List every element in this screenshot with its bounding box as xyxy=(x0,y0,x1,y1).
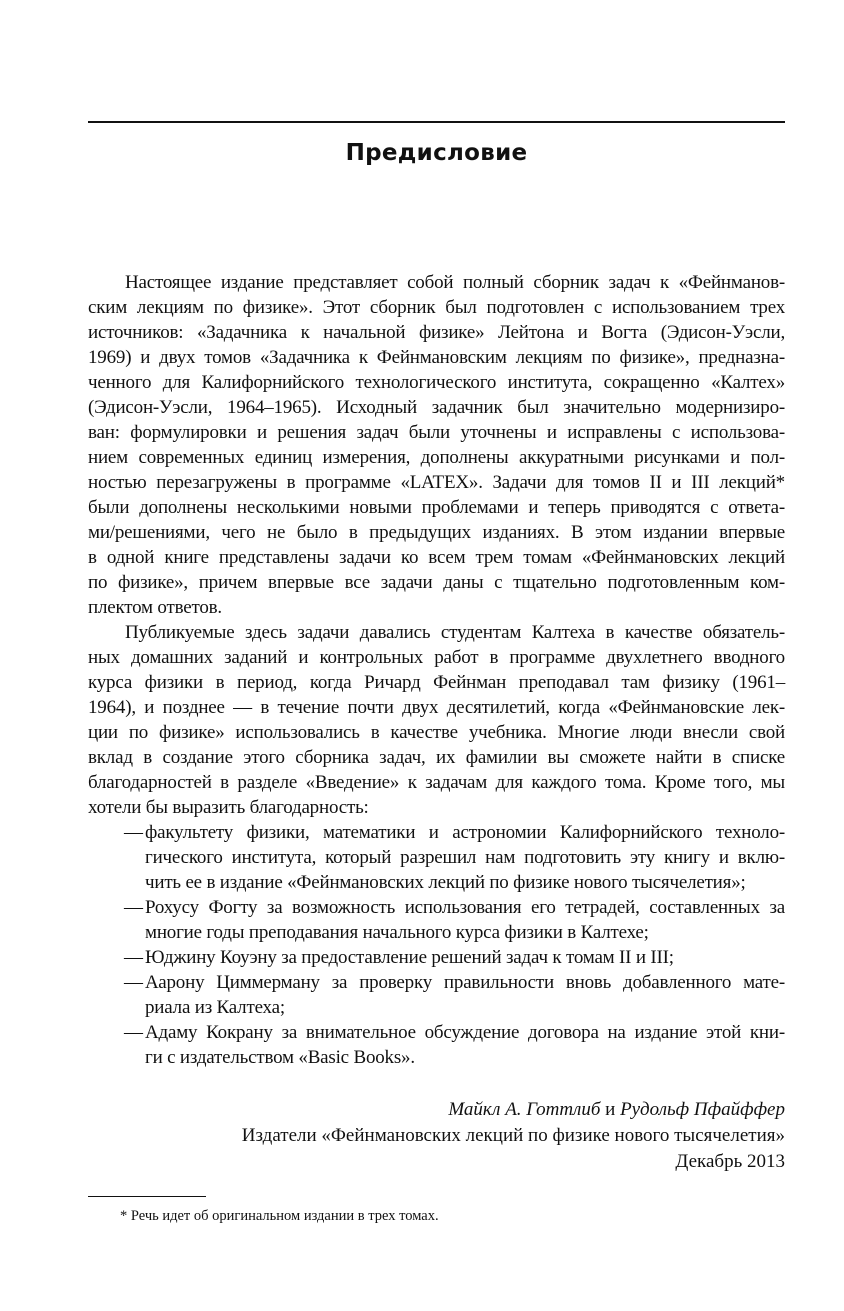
list-item-line: гического института, который разрешил нам подготовить эту книгу и вклю- xyxy=(145,847,785,868)
paragraph-line: ченного для Калифорнийского технологического института, сокращенно «Калтех» xyxy=(88,372,785,393)
list-dash: — xyxy=(124,1022,143,1043)
paragraph-line: 1969) и двух томов «Задачника к Фейнмановским лекциям по физике», предназна- xyxy=(88,347,785,368)
paragraph-line: ми/решениями, чего не было в предыдущих изданиях. В этом издании впервые xyxy=(88,522,785,543)
list-item-line: Рохусу Фогту за возможность использования его тетрадей, составленных за xyxy=(145,897,785,918)
paragraph-line: плектом ответов. xyxy=(88,597,222,618)
author-conjunction: и xyxy=(600,1099,621,1120)
list-item-line: ги с издательством «Basic Books». xyxy=(145,1047,415,1068)
paragraph-line: вклад в создание этого сборника задач, их фамилии вы сможете найти в списке xyxy=(88,747,785,768)
list-item-line: Юджину Коуэну за предоставление решений задач к томам II и III; xyxy=(145,947,674,968)
paragraph-line: ции по физике» использовались в качестве учебника. Многие люди внесли свой xyxy=(88,722,785,743)
signature-role: Издатели «Фейнмановских лекций по физике нового тысячелетия» xyxy=(241,1125,785,1146)
paragraph-line: по физике», причем впервые все задачи даны с тщательно подготовленным ком- xyxy=(88,572,785,593)
paragraph-line: благодарностей в разделе «Введение» к задачам для каждого тома. Кроме того, мы xyxy=(88,772,785,793)
footnote-rule xyxy=(88,1196,206,1197)
signature-authors xyxy=(448,1097,785,1123)
paragraph-line: ван: формулировки и решения задач были уточнены и исправлены с использова- xyxy=(88,422,785,443)
paragraph-line: Настоящее издание представляет собой полный сборник задач к «Фейнманов- xyxy=(125,272,785,293)
list-item-line: чить ее в издание «Фейнмановских лекций по физике нового тысячелетия»; xyxy=(145,872,746,893)
author-1: Майкл А. Готтлиб xyxy=(448,1099,601,1120)
list-item-line: риала из Калтеха; xyxy=(145,997,285,1018)
author-2: Рудольф Пфайффер xyxy=(620,1099,785,1120)
list-item-line: Адаму Кокрану за внимательное обсуждение договора на издание этой кни- xyxy=(145,1022,785,1043)
paragraph-line: ским лекциям по физике». Этот сборник был подготовлен с использованием трех xyxy=(88,297,785,318)
paragraph-line: источников: «Задачника к начальной физике» Лейтона и Вогта (Эдисон-Уэсли, xyxy=(88,322,785,343)
signature-date: Декабрь 2013 xyxy=(675,1151,785,1172)
list-item-line: Аарону Циммерману за проверку правильности вновь добавленного мате- xyxy=(145,972,785,993)
page-title: Предисловие xyxy=(345,140,528,166)
list-dash: — xyxy=(124,972,143,993)
paragraph-line: 1964), и позднее — в течение почти двух десятилетий, когда «Фейнмановские лек- xyxy=(88,697,785,718)
top-rule xyxy=(88,121,785,123)
paragraph-line: в одной книге представлены задачи ко всем трем томам «Фейнмановских лекций xyxy=(88,547,785,568)
list-item-line: факультету физики, математики и астрономии Калифорнийского техноло- xyxy=(145,822,785,843)
list-dash: — xyxy=(124,822,143,843)
paragraph-line: Публикуемые здесь задачи давались студентам Калтеха в качестве обязатель- xyxy=(125,622,785,643)
paragraph-line: (Эдисон-Уэсли, 1964–1965). Исходный задачник был значительно модернизиро- xyxy=(88,397,785,418)
list-dash: — xyxy=(124,897,143,918)
paragraph-line: хотели бы выразить благодарность: xyxy=(88,797,369,818)
footnote: * Речь идет об оригинальном издании в трех томах. xyxy=(120,1208,439,1224)
paragraph-line: курса физики в период, когда Ричард Фейнман преподавал там физику (1961– xyxy=(88,672,785,693)
paragraph-line: нием современных единиц измерения, дополнены аккуратными рисунками и пол- xyxy=(88,447,785,468)
list-dash: — xyxy=(124,947,143,968)
paragraph-line: были дополнены несколькими новыми проблемами и теперь приводятся с ответа- xyxy=(88,497,785,518)
paragraph-line: ностью перезагружены в программе «LATEX». Задачи для томов II и III лекций* xyxy=(88,472,785,493)
list-item-line: многие годы преподавания начального курса физики в Калтехе; xyxy=(145,922,649,943)
paragraph-line: ных домашних заданий и контрольных работ в программе двухлетнего вводного xyxy=(88,647,785,668)
